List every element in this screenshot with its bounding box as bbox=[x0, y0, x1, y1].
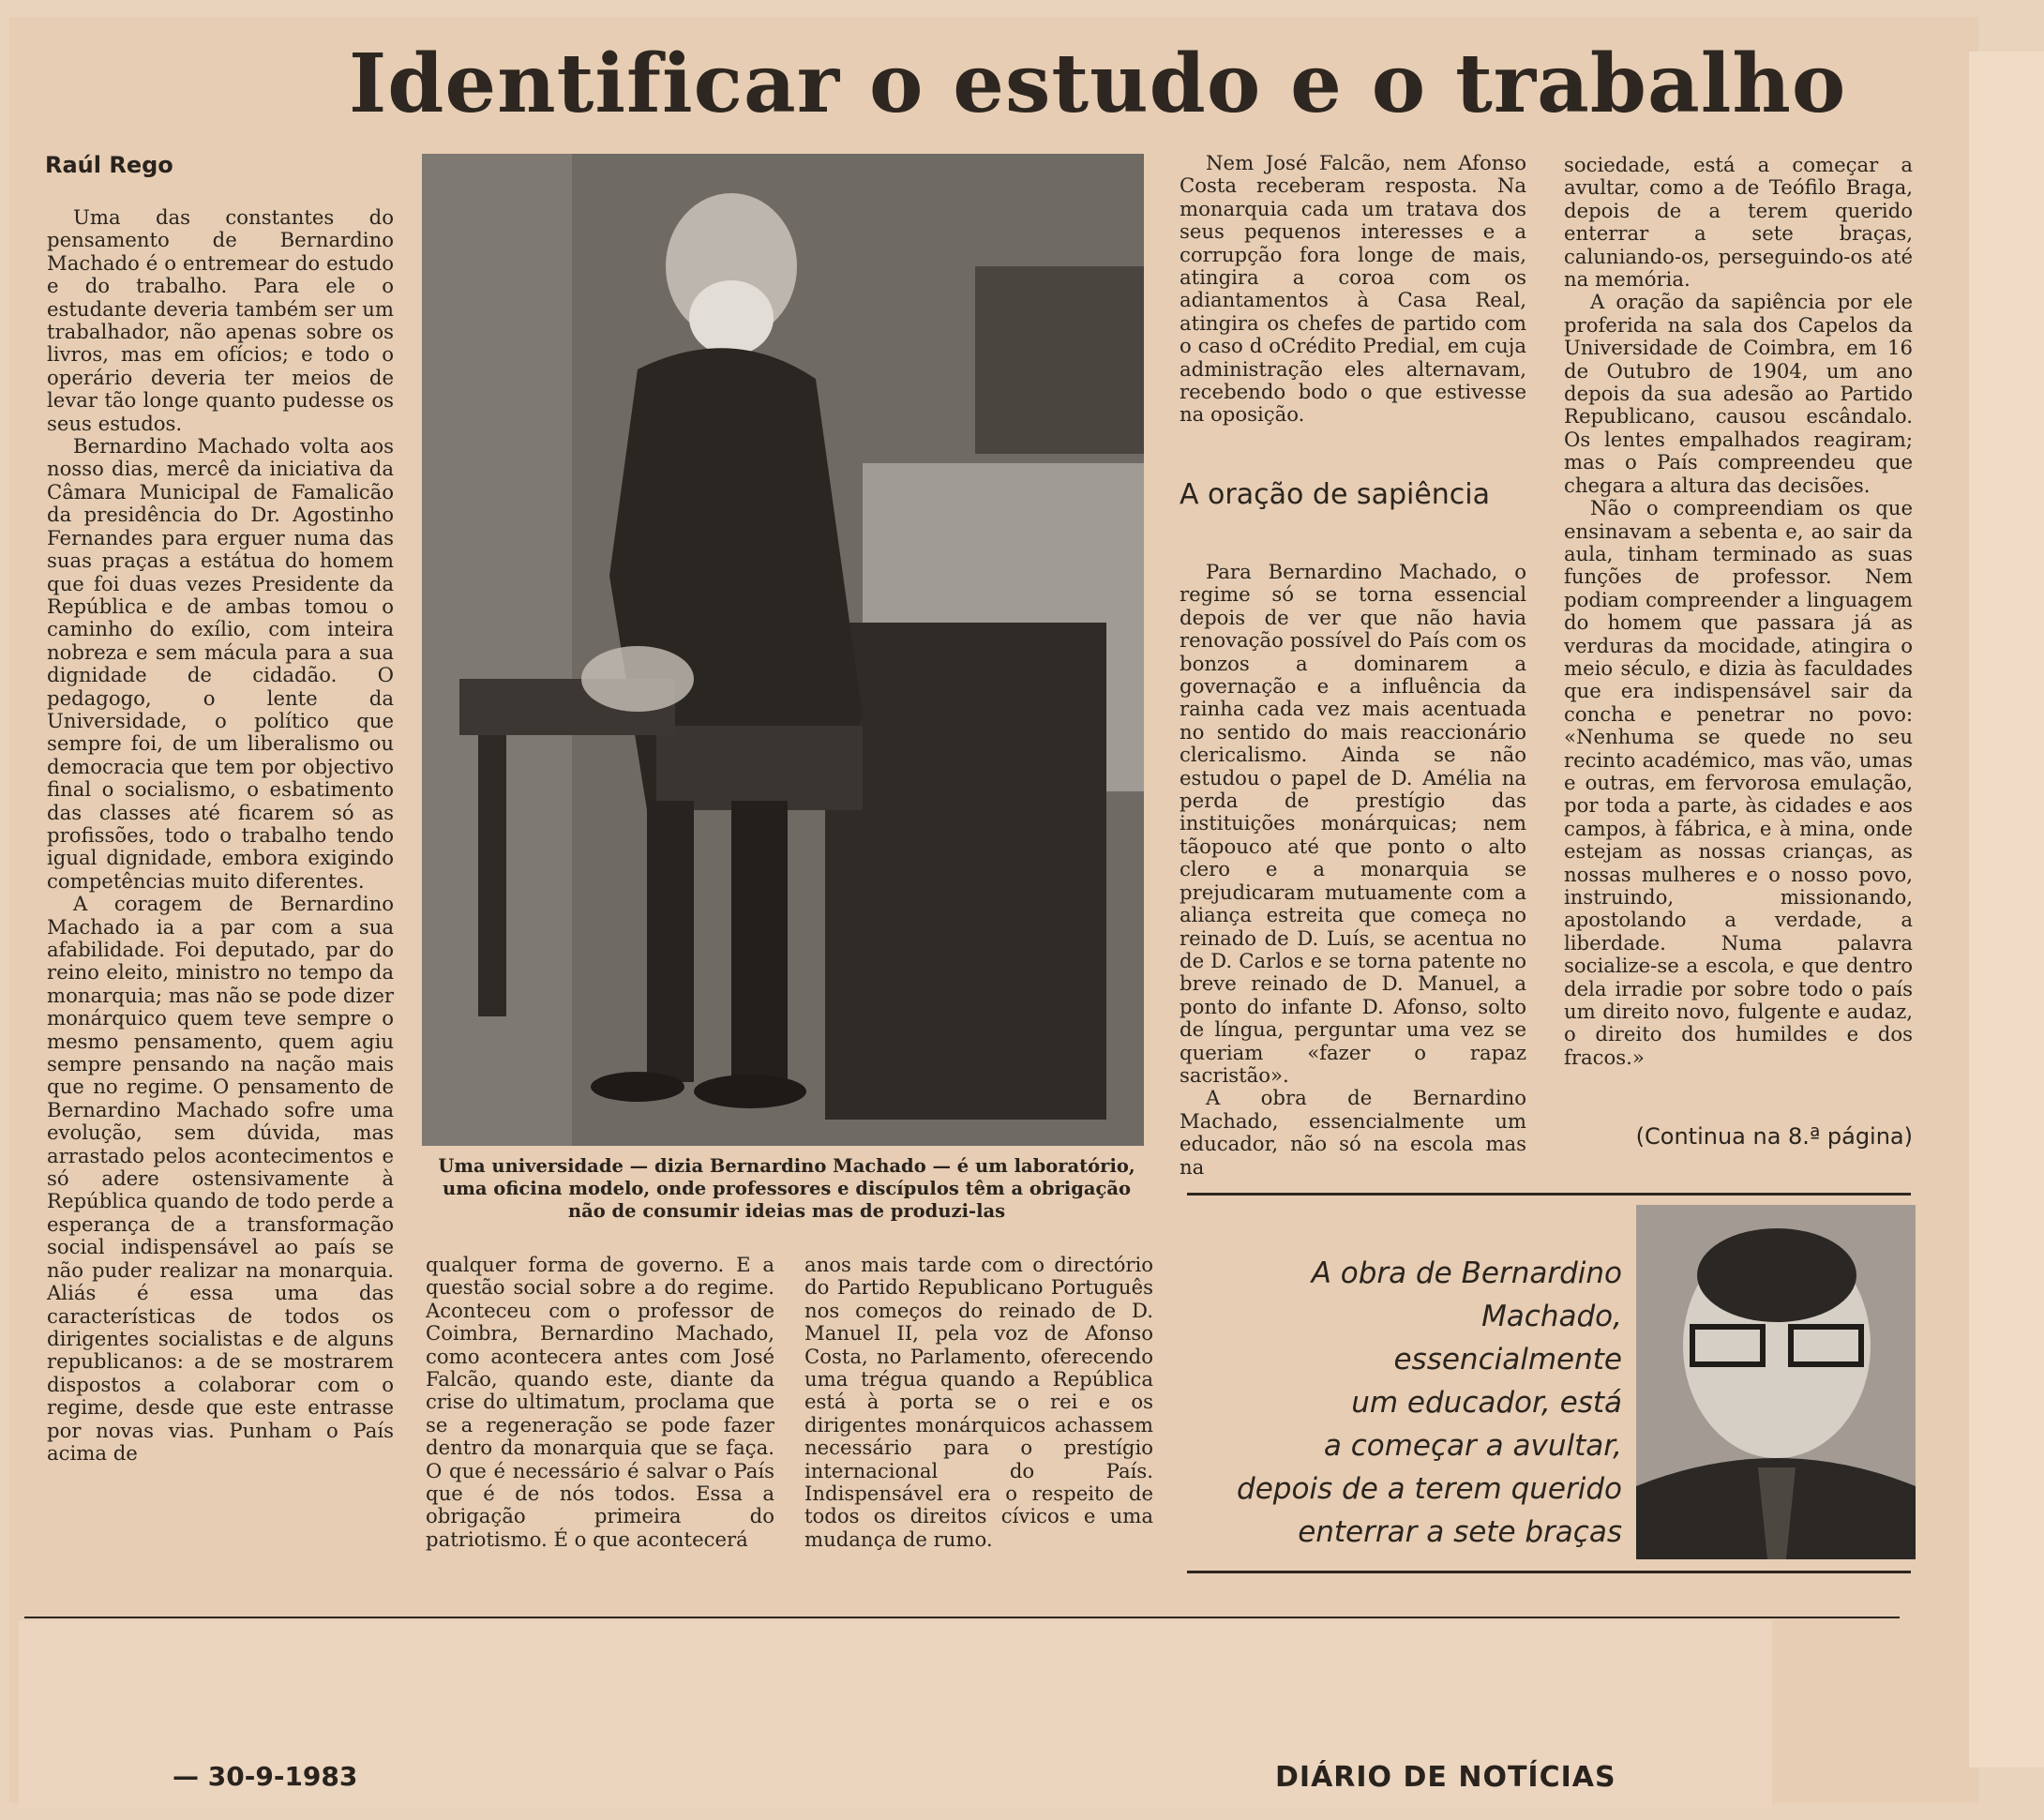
paragraph: A oração da sapiência por ele proferida na sala dos Capelos da Universidade de Coimbra, em 16 de Outubro de 1904, um ano depois da sua adesão ao Partido Republicano, causou escândalo. Os lentes empalhados reagiram; mas o País compreendeu que chegara a altura das decisões. bbox=[1564, 290, 1913, 497]
byline: Raúl Rego bbox=[45, 152, 173, 178]
divider-rule bbox=[1187, 1571, 1911, 1573]
pull-quote-line: depois de a terem querido bbox=[1237, 1472, 1622, 1506]
column-2 bbox=[426, 1254, 774, 1551]
pull-quote-line: um educador, está bbox=[1351, 1386, 1622, 1420]
paragraph: sociedade, está a começar a avultar, como a de Teófilo Braga, depois de a terem querido enterrar a sete braças, caluniando-os, perseguindo-os até na memória. bbox=[1564, 153, 1913, 292]
paragraph: Nem José Falcão, nem Afonso Costa receberam resposta. Na monarquia cada um tratava dos seus pequenos interesses e a corrupção fora longe de mais, atingira a coroa com os adiantamentos à Casa Real, atingira os chefes de partido com o caso d oCrédito Predial, em cuja administração eles alternavam, recebendo bodo o que estivesse na oposição. bbox=[1180, 151, 1526, 427]
pull-quote-line: Machado, bbox=[1481, 1300, 1622, 1333]
author-portrait bbox=[1636, 1205, 1916, 1559]
pull-quote bbox=[1191, 1252, 1622, 1554]
section-subhead: A oração de sapiência bbox=[1180, 478, 1491, 511]
publication-date: — 30-9-1983 bbox=[173, 1761, 358, 1792]
paragraph: qualquer forma de governo. E a questão social sobre a do regime. Aconteceu com o professor de Coimbra, Bernardino Machado, como acontecera antes com José Falcão, quando este, diante da crise do ultimatum, proclama que se a regeneração se pode fazer dentro da monarquia que se faça. O que é necessário é salvar o País que é de nós todos. Essa a obrigação primeira do patriotismo. É o que acontecerá bbox=[426, 1253, 774, 1551]
paragraph: Para Bernardino Machado, o regime só se torna essencial depois de ver que não havia renovação possível do País com os bonzos a dominarem a governação e a influência da rainha cada vez mais acentuada no sentido do mais reaccionário clericalismo. Ainda se não estudou o papel de D. Amélia na perda de prestígio das instituições monárquicas; nem tãopouco até que ponto o alto clero e a monarquia se prejudicaram mutuamente com a aliança estreita que começa no reinado de D. Luís, se acentua no de D. Carlos e se torna patente no breve reinado de D. Manuel, a ponto do infante D. Afonso, solto de língua, perguntar uma vez se queriam «fazer o rapaz sacristão». bbox=[1180, 560, 1526, 1087]
pull-quote-line: a começar a avultar, bbox=[1323, 1429, 1622, 1463]
paragraph: Uma das constantes do pensamento de Bernardino Machado é o entremear do estudo e do trabalho. Para ele o estudante deveria também ser um trabalhador, não apenas sobre os livros, mas em ofícios; e todo o operário deveria ter meios de levar tão longe quanto pudesse os seus estudos. bbox=[47, 205, 394, 435]
paper-edge bbox=[1969, 52, 2044, 1767]
newspaper-name: DIÁRIO DE NOTÍCIAS bbox=[1275, 1761, 1616, 1794]
paragraph: A coragem de Bernardino Machado ia a par com a sua afabilidade. Foi deputado, par do reino eleito, ministro no tempo da monarquia; mas não se pode dizer monárquico quem teve sempre o mesmo pensamento, quem agiu sempre pensando na nação mais que no regime. O pensamento de Bernardino Machado sofre uma evolução, sem dúvida, mas arrastado pelos acontecimentos e só adere ostensivamente à República quando de todo perde a esperança de a transformação social indispensável ao país se não puder realizar na monarquia. Aliás é essa uma das características de todos os dirigentes socialistas e de alguns republicanos: a de se mostrarem dispostos a colaborar com o regime, desde que este entrasse por novas vias. Punham o País acima de bbox=[47, 892, 394, 1465]
column-4-top bbox=[1180, 152, 1526, 427]
headline: Identificar o estudo e o trabalho bbox=[349, 37, 1847, 131]
photo-illustration bbox=[422, 154, 1144, 1146]
bernardino-machado-photo bbox=[422, 154, 1144, 1146]
continuation-note: (Continua na 8.ª página) bbox=[1635, 1123, 1913, 1150]
paragraph: Bernardino Machado volta aos nosso dias, mercê da iniciativa da Câmara Municipal de Famalicão da presidência do Dr. Agostinho Fernandes para erguer numa das suas praças a estátua do homem que foi duas vezes Presidente da República e de ambas tomou o caminho do exílio, com inteira nobreza e sem mácula para a sua dignidade de cidadão. O pedagogo, o lente da Universidade, o político que sempre foi, de um liberalismo ou democracia que tem por objectivo final o socialismo, o esbatimento das classes até ficarem só as profissões, todo o trabalho tendo igual dignidade, embora exigindo competências muito diferentes. bbox=[47, 434, 394, 893]
pull-quote-line: A obra de Bernardino bbox=[1311, 1256, 1622, 1290]
paragraph: Não o compreendiam os que ensinavam a sebenta e, ao sair da aula, tinham terminado as suas funções de professor. Nem podiam compreender a linguagem do homem que passara já as verduras da mocidade, atingira o meio século, e dizia às faculdades que era indispensável sair da concha e penetrar no povo: «Nenhuma se quede no seu recinto académico, mas vão, umas e outras, em fervorosa emulação, por toda a parte, às cidades e aos campos, à fábrica, e à mina, onde estejam as nossas crianças, as nossas mulheres e o nosso povo, instruindo, missionando, apostolando a verdade, a liberdade. Numa palavra socialize-se a escola, e que dentro dela irradie por sobre todo o país um direito novo, fulgente e audaz, o direito dos humildes e dos fracos.» bbox=[1564, 496, 1913, 1069]
paragraph: anos mais tarde com o directório do Partido Republicano Português nos começos do reinado de D. Manuel II, pela voz de Afonso Costa, no Parlamento, oferecendo uma trégua quando a República está à porta se o rei e os dirigentes monárquicos achassem necessário para o prestígio internacional do País. Indispensável era o respeito de todos os direitos cívicos e uma mudança de rumo. bbox=[804, 1253, 1153, 1551]
column-5 bbox=[1564, 154, 1913, 1069]
column-4-bottom bbox=[1180, 561, 1526, 1179]
divider-rule bbox=[24, 1617, 1900, 1618]
column-1 bbox=[47, 206, 394, 1465]
paragraph: A obra de Bernardino Machado, essencialmente um educador, não só na escola mas na bbox=[1180, 1086, 1526, 1179]
divider-rule bbox=[1187, 1193, 1911, 1196]
pull-quote-line: enterrar a sete braças bbox=[1298, 1515, 1622, 1549]
portrait-illustration bbox=[1636, 1205, 1916, 1559]
photo-caption: Uma universidade — dizia Bernardino Machado — é um laboratório, uma oficina modelo, onde professores e discípulos têm a obrigação não de consumir ideias mas de produzi-las bbox=[438, 1155, 1135, 1222]
column-3 bbox=[804, 1254, 1153, 1551]
pull-quote-line: essencialmente bbox=[1393, 1343, 1622, 1376]
